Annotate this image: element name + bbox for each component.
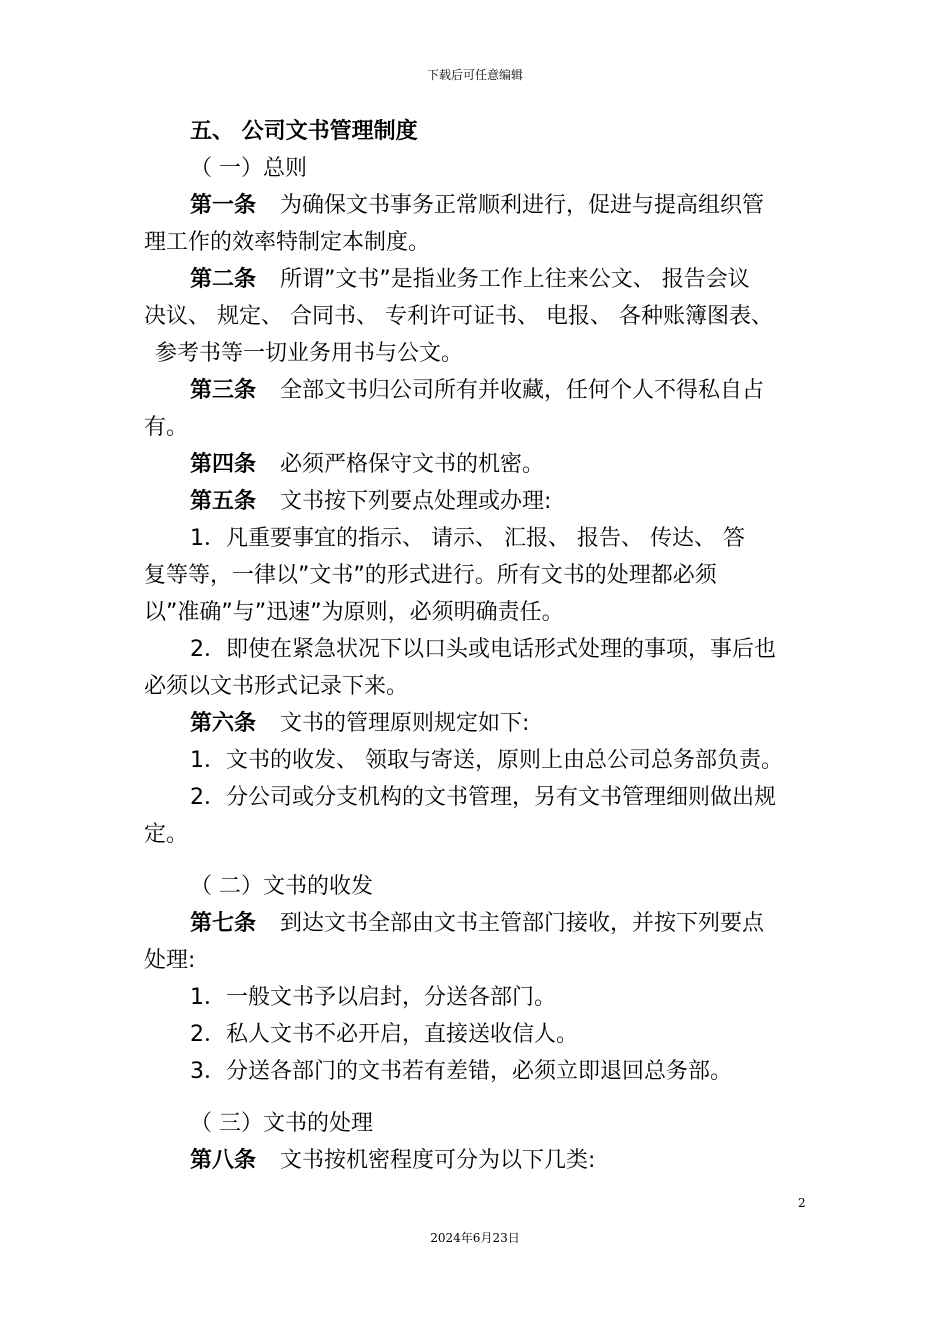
article-5-item-1-continued: 复等等，一律以”文书”的形式进行。所有文书的处理都必须 (144, 563, 717, 588)
article-5-label: 第五条 (190, 489, 257, 514)
article-8-label: 第八条 (190, 1148, 257, 1173)
article-5 (190, 487, 551, 517)
section-title: 五、 公司文书管理制度 (190, 119, 418, 144)
article-7-item-1: 1．一般文书予以启封，分送各部门。 (190, 985, 556, 1010)
article-2 (190, 265, 750, 295)
article-1-continued: 理工作的效率特制定本制度。 (144, 230, 431, 255)
article-5-item-1-continued-2: 以”准确”与”迅速”为原则，必须明确责任。 (144, 600, 564, 625)
article-7-label: 第七条 (190, 911, 257, 936)
article-2-continued: 决议、 规定、 合同书、 专利许可证书、 电报、 各种账簿图表、 (144, 304, 773, 329)
section-heading-3: （ 三）文书的处理 (190, 1111, 373, 1136)
article-7-item-2: 2．私人文书不必开启，直接送收信人。 (190, 1022, 578, 1047)
article-6-item-2-continued: 定。 (144, 822, 189, 847)
article-1-label: 第一条 (190, 193, 257, 218)
article-7-text: 到达文书全部由文书主管部门接收，并按下列要点 (280, 911, 765, 936)
article-1 (190, 191, 764, 221)
article-5-item-2: 2．即使在紧急状况下以口头或电话形式处理的事项，事后也 (190, 637, 776, 662)
article-7 (190, 909, 764, 939)
section-heading-2: （ 二）文书的收发 (190, 874, 373, 899)
footer-date: 2024年6月23日 (430, 1231, 520, 1245)
article-4-label: 第四条 (190, 452, 257, 477)
article-2-text: 所谓”文书”是指业务工作上往来公文、 报告会议 (280, 267, 750, 292)
page-number: 2 (798, 1196, 806, 1210)
article-3-continued: 有。 (144, 415, 189, 440)
article-8 (190, 1146, 595, 1176)
article-6-item-2: 2．分公司或分支机构的文书管理，另有文书管理细则做出规 (190, 785, 776, 810)
article-5-item-2-continued: 必须以文书形式记录下来。 (144, 674, 409, 699)
article-6-text: 文书的管理原则规定如下: (280, 711, 530, 736)
article-3 (190, 376, 764, 406)
article-6-label: 第六条 (190, 711, 257, 736)
article-1-text: 为确保文书事务正常顺利进行，促进与提高组织管 (280, 193, 765, 218)
article-3-text: 全部文书归公司所有并收藏，任何个人不得私自占 (280, 378, 765, 403)
header-note: 下载后可任意编辑 (426, 68, 523, 82)
article-2-label: 第二条 (190, 267, 257, 292)
section-heading-1: （ 一）总则 (190, 156, 307, 181)
article-8-text: 文书按机密程度可分为以下几类: (280, 1148, 596, 1173)
article-5-text: 文书按下列要点处理或办理: (280, 489, 552, 514)
article-7-continued: 处理: (144, 948, 196, 973)
article-7-item-3: 3．分送各部门的文书若有差错，必须立即退回总务部。 (190, 1059, 732, 1084)
article-4 (190, 450, 544, 480)
article-5-item-1: 1．凡重要事宜的指示、 请示、 汇报、 报告、 传达、 答 (190, 526, 745, 551)
article-6-item-1: 1．文书的收发、 领取与寄送，原则上由总公司总务部负责。 (190, 748, 783, 773)
article-4-text: 必须严格保守文书的机密。 (280, 452, 545, 477)
article-3-label: 第三条 (190, 378, 257, 403)
article-6 (190, 709, 529, 739)
article-2-continued-2: 参考书等一切业务用书与公文。 (155, 341, 464, 366)
